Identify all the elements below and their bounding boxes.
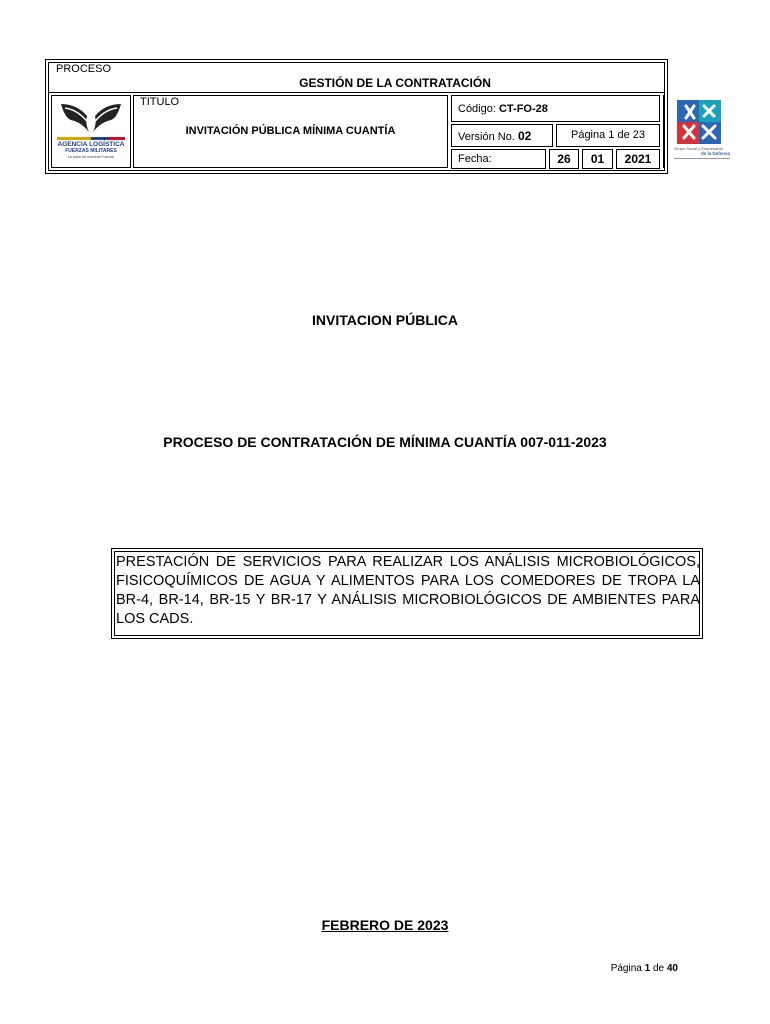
objeto-text: PRESTACIÓN DE SERVICIOS PARA REALIZAR LOS ANÁLISIS MICROBIOLÓGICOS, FISICOQUÍMICOS DE AGUA Y ALIMENTOS PARA LOS COMEDORES DE TROPA LA BR-4, BR-14, BR-15 Y BR-17 Y ANÁLISIS MICROBIOLÓGICOS DE AMBIENTES PARA LOS CADS. (116, 554, 700, 627)
right-logo-divider (663, 95, 665, 168)
page-current: 1 (644, 963, 651, 974)
titulo-label: TITULO (140, 96, 180, 108)
page-number (540, 963, 678, 974)
pagina-text: Página 1 de 23 (570, 129, 645, 141)
page-total: 40 (666, 963, 678, 974)
logo-line2: FUERZAS MILITARES (65, 148, 117, 154)
codigo-label: Código: (458, 103, 496, 115)
agencia-logistica-logo (55, 98, 127, 166)
document-heading: INVITACION PÚBLICA (312, 312, 458, 328)
page-prefix: Página (610, 963, 642, 974)
fecha-month: 01 (590, 152, 605, 166)
logo-line3: La unión de nuestras Fuerzas (67, 155, 115, 159)
proceso-label: PROCESO (56, 63, 112, 75)
gsed-rule (674, 158, 730, 159)
version-text (458, 129, 531, 143)
page-sep: de (652, 963, 665, 974)
version-value: 02 (517, 129, 532, 143)
logo-flag-stripe (57, 137, 125, 140)
logo-line1: AGENCIA LOGÍSTICA (57, 141, 125, 148)
gsed-line1: Grupo Social y Empresarial (674, 146, 723, 151)
gsed-line2: de la Defensa (700, 151, 730, 156)
header-divider (48, 92, 665, 93)
fecha-label: Fecha: (458, 153, 492, 165)
gsed-emblem-icon (677, 100, 721, 144)
document-date: FEBRERO DE 2023 (321, 917, 449, 933)
fecha-year: 2021 (624, 152, 652, 166)
codigo-value: CT-FO-28 (498, 103, 548, 115)
version-label: Versión No. (458, 131, 515, 143)
process-number: PROCESO DE CONTRATACIÓN DE MÍNIMA CUANTÍA 007-011-2023 (163, 434, 607, 450)
fecha-day: 26 (557, 152, 571, 166)
gsed-logo (672, 98, 732, 168)
process-name: GESTIÓN DE LA CONTRATACIÓN (299, 76, 491, 90)
logo-wings-icon (55, 98, 127, 140)
codigo-text (458, 103, 548, 115)
document-title: INVITACIÓN PÚBLICA MÍNIMA CUANTÍA (185, 125, 396, 137)
